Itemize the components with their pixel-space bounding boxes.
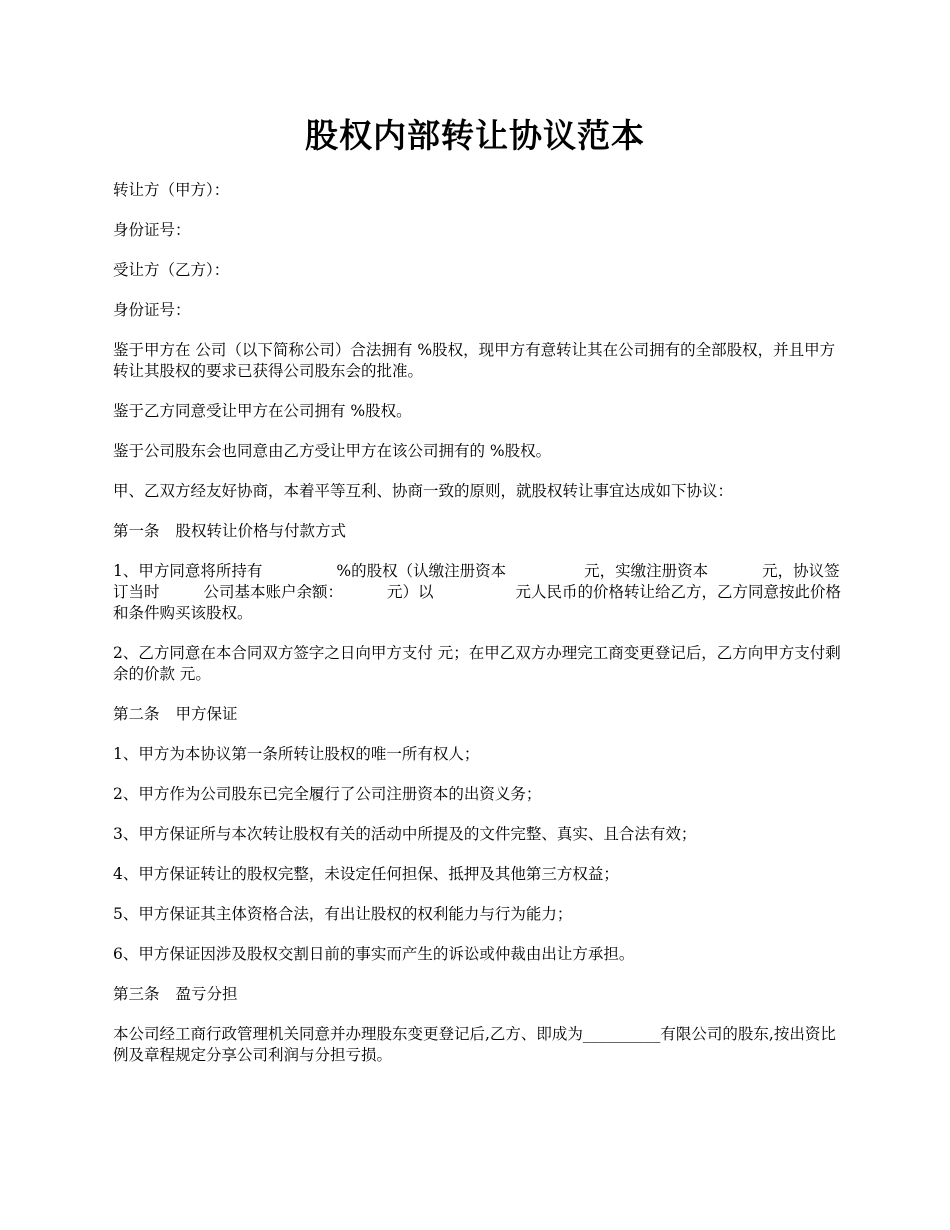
clause-1-part-b: %的股权（认缴注册资本 <box>336 562 507 580</box>
recital-2: 鉴于乙方同意受让甲方在公司拥有 %股权。 <box>113 402 412 420</box>
clause-1-part-f: 元）以 <box>387 583 434 601</box>
clause-1-part-c: 元，实缴注册资本 <box>584 562 709 580</box>
article-1-number: 第一条 <box>113 522 160 540</box>
article-3-title: 盈亏分担 <box>175 985 238 1003</box>
transferee-label: 受让方（乙方）： <box>113 261 230 279</box>
recital-4: 甲、乙双方经友好协商，本着平等互利、协商一致的原则，就股权转让事宜达成如下协议： <box>113 482 734 500</box>
article-1-title: 股权转让价格与付款方式 <box>175 522 347 540</box>
clause-1-part-a: 1、甲方同意将所持有 <box>113 562 263 580</box>
article-2-clause-6: 6、甲方保证因涉及股权交割日前的事实而产生的诉讼或仲裁由出让方承担。 <box>113 945 635 963</box>
article-1-clause-2: 2、乙方同意在本合同双方签字之日向甲方支付 元；在甲乙双方办理完工商变更登记后，乙方向甲方支付剩余的价款 元。 <box>113 644 841 683</box>
article-2-number: 第二条 <box>113 705 160 723</box>
article-3-heading <box>113 984 848 1005</box>
document-body <box>113 180 848 1085</box>
article-2-title: 甲方保证 <box>175 705 238 723</box>
article-3-clause-1: 本公司经工商行政管理机关同意并办理股东变更登记后,乙方、即成为__________有限公司的股东,按出资比例及章程规定分享公司利润与分担亏损。 <box>113 1025 836 1064</box>
transferee-id-label: 身份证号： <box>113 301 191 319</box>
transferor-label: 转让方（甲方）： <box>113 181 230 199</box>
recital-3: 鉴于公司股东会也同意由乙方受让甲方在该公司拥有的 %股权。 <box>113 442 552 460</box>
recital-1: 鉴于甲方在 公司（以下简称公司）合法拥有 %股权，现甲方有意转让其在公司拥有的全部股权，并且甲方转让其股权的要求已获得公司股东会的批准。 <box>113 341 836 380</box>
article-2-clause-2: 2、甲方作为公司股东已完全履行了公司注册资本的出资义务； <box>113 785 542 803</box>
article-3-number: 第三条 <box>113 985 160 1003</box>
article-2-clause-1: 1、甲方为本协议第一条所转让股权的唯一所有权人； <box>113 745 480 763</box>
article-2-clause-3: 3、甲方保证所与本次转让股权有关的活动中所提及的文件完整、真实、且合法有效； <box>113 825 697 843</box>
article-1-heading <box>113 521 848 542</box>
article-2-clause-4: 4、甲方保证转让的股权完整，未设定任何担保、抵押及其他第三方权益； <box>113 865 619 883</box>
clause-1-part-e: 公司基本账户余额： <box>203 583 344 601</box>
document-title: 股权内部转让协议范本 <box>305 116 645 155</box>
clause-1-part-g: 元人民币的价格转让给乙方，乙方同意按此价格和条件购买该股权。 <box>113 583 842 622</box>
article-1-clause-1 <box>113 561 848 624</box>
article-2-heading <box>113 704 848 725</box>
clause-1-part-d: 元，协议签订当时 <box>113 562 840 601</box>
article-2-clause-5: 5、甲方保证其主体资格合法，有出让股权的权利能力与行为能力； <box>113 905 573 923</box>
transferor-id-label: 身份证号： <box>113 221 191 239</box>
